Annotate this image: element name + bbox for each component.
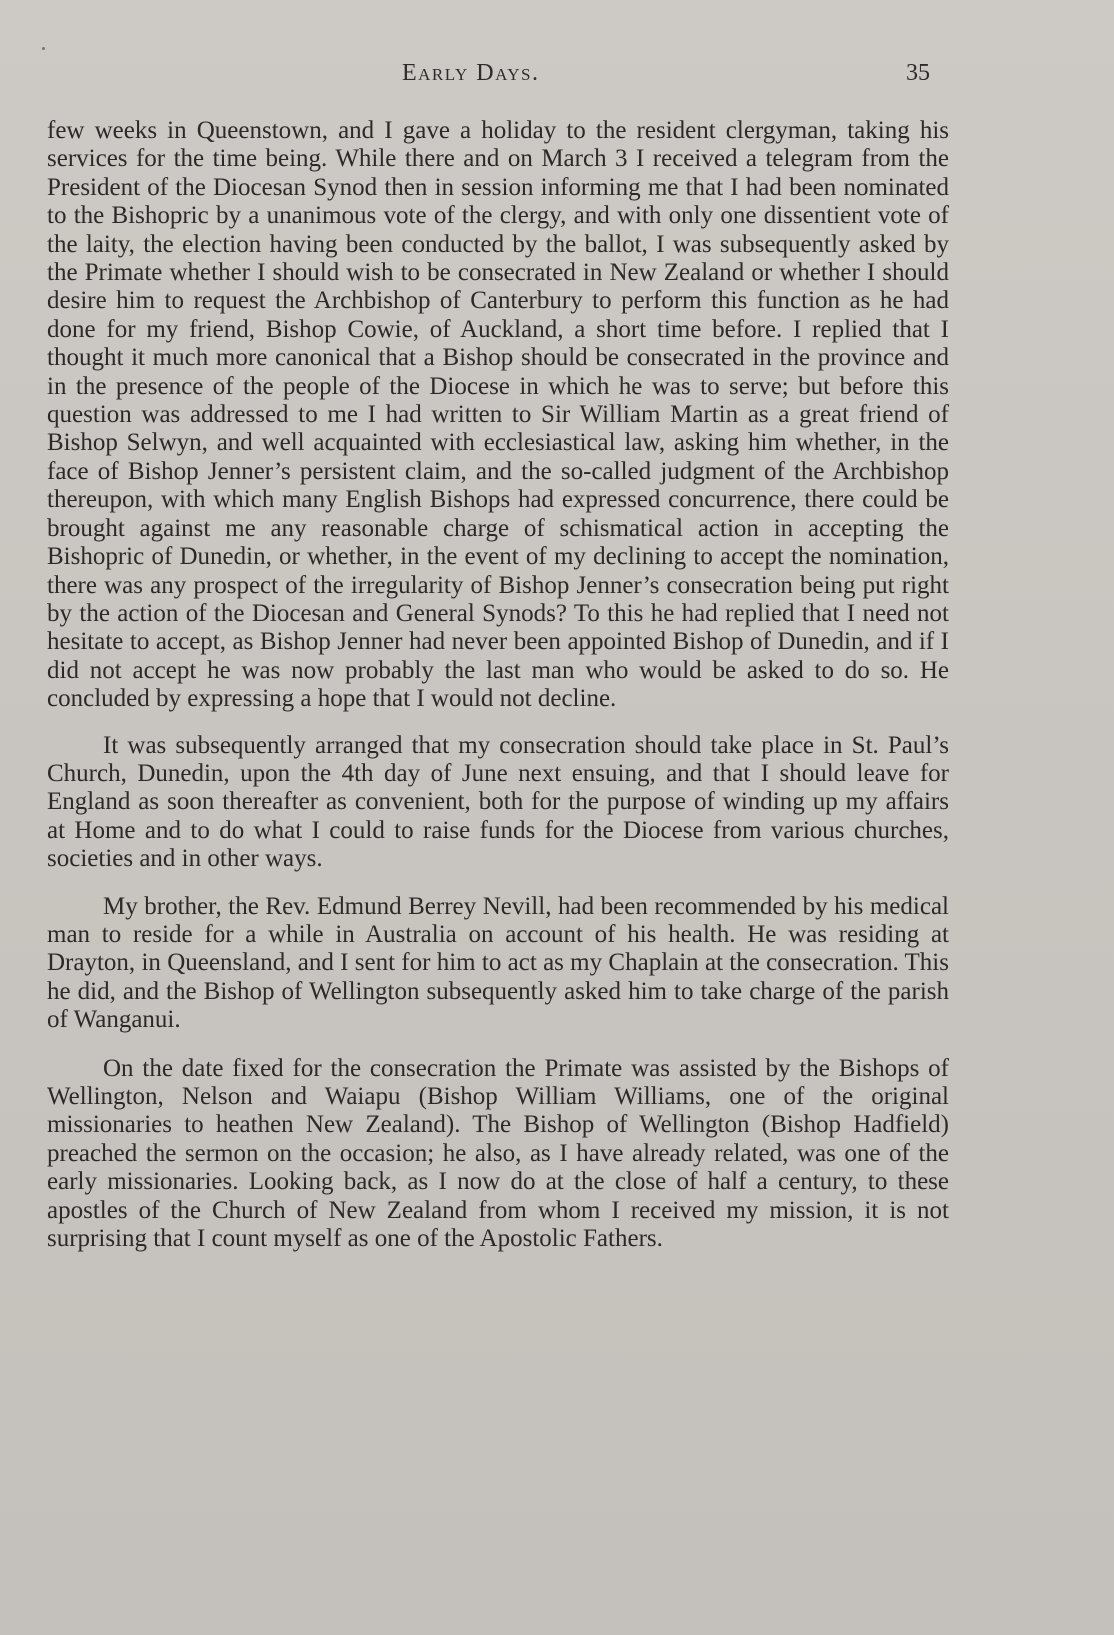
chapter-title: Early Days. bbox=[402, 60, 540, 86]
paragraph-consecration-day: On the date fixed for the consecration the Primate was assisted by the Bishops of Wellington, Nelson and Waiapu (Bishop William Williams, one of the original missionaries to heathen New Zealand). The Bishop of Wellington (Bishop Hadfield) preached the sermon on the occasion; he also, as I have already related, was one of the early missionaries. Looking back, as I now do at the close of half a century, to these apostles of the Church of New Zealand from whom I received my mission, it is not surprising that I count myself as one of the Apostolic Fathers. bbox=[47, 1054, 949, 1253]
running-head bbox=[0, 58, 1114, 94]
paragraph-consecration-arrangement: It was subsequently arranged that my consecration should take place in St. Paul’s Church, Dunedin, upon the 4th day of June next ensuing, and that I should leave for England as soon thereafter as convenient, both for the purpose of winding up my affairs at Home and to do what I could to raise funds for the Diocese from various churches, societies and in other ways. bbox=[47, 731, 949, 873]
paragraph-continuation: few weeks in Queenstown, and I gave a holiday to the resident clergyman, taking his services for the time being. While there and on March 3 I received a telegram from the President of the Diocesan Synod then in session informing me that I had been nominated to the Bishopric by a unanimous vote of the clergy, and with only one dissentient vote of the laity, the election having been conducted by the ballot, I was subsequently asked by the Primate whether I should wish to be consecrated in New Zealand or whether I should desire him to request the Archbishop of Canterbury to perform this function as he had done for my friend, Bishop Cowie, of Auckland, a short time before. I replied that I thought it much more canonical that a Bishop should be consecrated in the province and in the presence of the people of the Diocese in which he was to serve; but before this question was addressed to me I had written to Sir William Martin as a great friend of Bishop Selwyn, and well acquainted with ecclesiastical law, asking him whether, in the face of Bishop Jenner’s persistent claim, and the so-called judgment of the Archbishop thereupon, with which many English Bishops had expressed concurrence, there could be brought against me any reasonable charge of schismatical action in accepting the Bishopric of Dunedin, or whether, in the event of my declining to accept the nomination, there was any prospect of the irregularity of Bishop Jenner’s consecration being put right by the action of the Diocesan and General Synods? To this he had replied that I need not hesitate to accept, as Bishop Jenner had never been appointed Bishop of Dunedin, and if I did not accept he was now probably the last man who would be asked to do so. He concluded by expressing a hope that I would not decline. bbox=[47, 117, 949, 713]
paragraph-brother-chaplain: My brother, the Rev. Edmund Berrey Nevill, had been recommended by his medical man to reside for a while in Australia on account of his health. He was residing at Drayton, in Queensland, and I sent for him to act as my Chaplain at the consecration. This he did, and the Bishop of Wellington subsequently asked him to take charge of the parish of Wanganui. bbox=[47, 892, 949, 1034]
page-number: 35 bbox=[906, 60, 930, 86]
print-speck bbox=[42, 47, 45, 50]
body-text bbox=[47, 117, 949, 1253]
